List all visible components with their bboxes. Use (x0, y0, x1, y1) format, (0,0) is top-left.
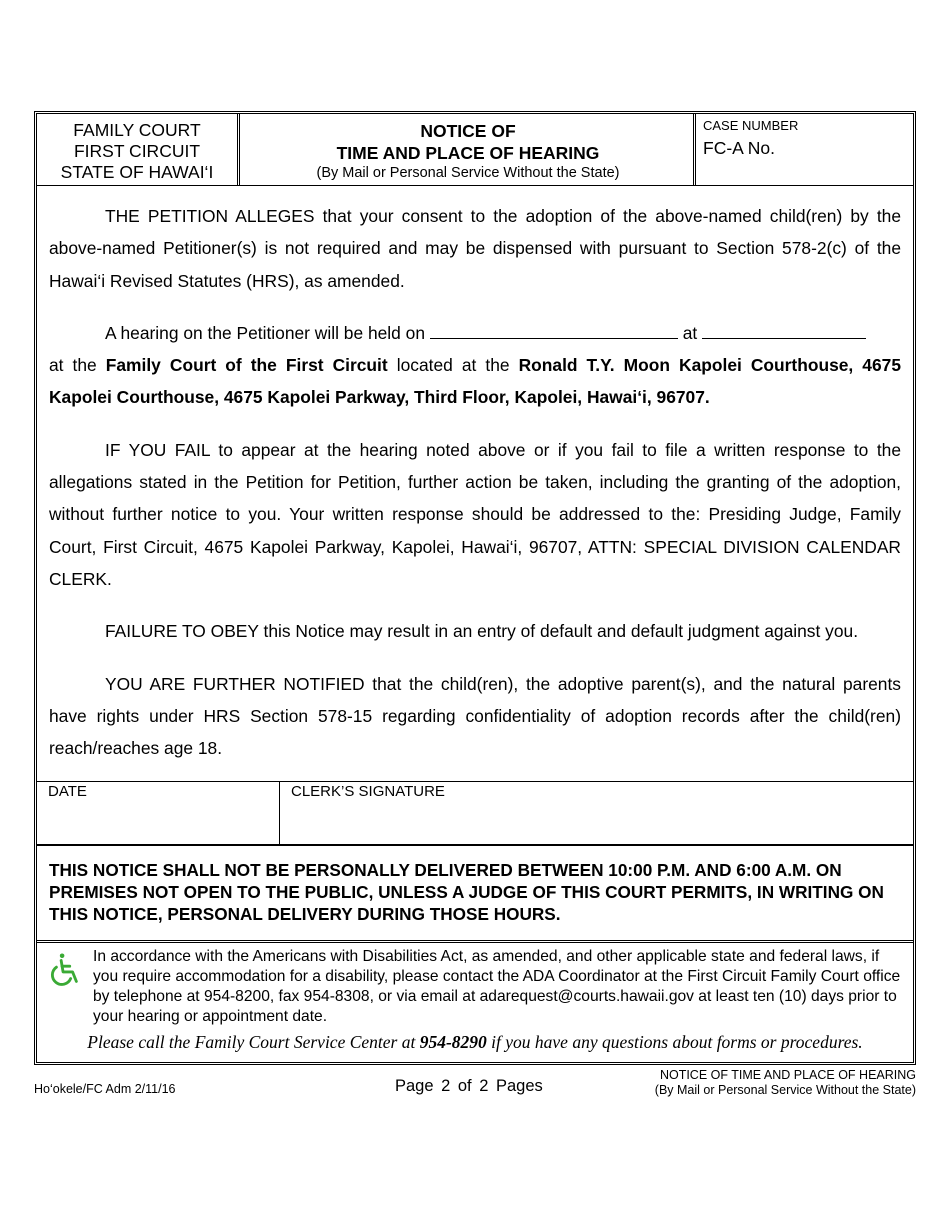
notice-body (49, 200, 901, 784)
hearing-date-blank[interactable] (430, 320, 678, 339)
form-header (37, 114, 913, 186)
form-id: Ho‘okele/FC Adm 2/11/16 (34, 1082, 176, 1096)
case-number-value: FC-A No. (703, 138, 775, 158)
court-line: STATE OF HAWAI‘I (60, 162, 214, 182)
located-at: located at the (396, 355, 510, 376)
case-number-field[interactable] (699, 114, 913, 185)
clerk-signature-label: CLERK’S SIGNATURE (291, 783, 445, 800)
failure-to-appear-paragraph: IF YOU FAIL to appear at the hearing noted above or if you fail to file a written response to the allegations stated in the Petition for Petition, further action be taken, including the granting of the adoption, without further notice to you. Your written response should be addressed to the: Presiding Judge, Family Court, First Circuit, 4675 Kapolei Parkway, Kapolei, Hawai‘i, 96707, ATTN: SPECIAL DIVISION CALENDAR CLERK. (49, 439, 901, 589)
court-name-block (37, 114, 240, 185)
wheelchair-icon (45, 951, 83, 989)
clerk-signature-field[interactable] (280, 782, 913, 844)
failure-to-obey-paragraph: FAILURE TO OBEY this Notice may result in an entry of default and default judgment against you. (105, 621, 859, 642)
court-name: Family Court of the First Circuit (105, 355, 388, 376)
hearing-prefix: A hearing on the Petitioner will be held on (105, 322, 426, 343)
service-center-prefix: Please call the Family Court Service Center at (87, 1032, 416, 1052)
hearing-paragraph (49, 317, 901, 349)
notice-form (34, 111, 916, 1065)
hearing-time-blank[interactable] (702, 320, 866, 339)
court-line: FAMILY COURT (73, 120, 201, 140)
footer-title-line2: (By Mail or Personal Service Without the State) (654, 1083, 916, 1097)
footer-title-line1: NOTICE OF TIME AND PLACE OF HEARING (659, 1068, 916, 1082)
service-center-suffix: if you have any questions about forms or procedures. (491, 1032, 863, 1052)
court-line: FIRST CIRCUIT (73, 141, 201, 161)
ada-notice (37, 940, 913, 1065)
form-title-line2: TIME AND PLACE OF HEARING (336, 143, 600, 163)
date-field[interactable] (37, 782, 280, 844)
footer-title (655, 1068, 916, 1098)
courthouse-address: Ronald T.Y. Moon Kapolei Courthouse, 4675 Kapolei Courthouse, 4675 Kapolei Parkway, Third Floor, Kapolei, Hawai‘i, 96707. (49, 355, 901, 408)
hearing-at: at (682, 322, 698, 343)
location-paragraph (49, 349, 901, 414)
confidentiality-paragraph: YOU ARE FURTHER NOTIFIED that the child(ren), the adoptive parent(s), and the natural parents have rights under HRS Section 578-15 regarding confidentiality of adoption records after the child(ren) reach/reaches age 18. (49, 673, 901, 759)
form-title-block (243, 114, 696, 185)
ada-text: In accordance with the Americans with Disabilities Act, as amended, and other applicable state and federal laws, if you require accommodation for a disability, please contact the ADA Coordinator at the First Circuit Family Court office by telephone at 954-8200, fax 954-8308, or via email at adarequest@courts.hawaii.gov at least ten (10) days prior to your hearing or appointment date. (93, 948, 901, 1025)
date-label: DATE (48, 783, 87, 800)
form-title-subtitle: (By Mail or Personal Service Without the State) (316, 165, 620, 181)
service-center-line (37, 1032, 913, 1053)
delivery-warning: THIS NOTICE SHALL NOT BE PERSONALLY DELIVERED BETWEEN 10:00 P.M. AND 6:00 A.M. ON PREMISES NOT OPEN TO THE PUBLIC, UNLESS A JUDGE OF THIS COURT PERMITS, IN WRITING ON THIS NOTICE, PERSONAL DELIVERY DURING THOSE HOURS. (49, 860, 884, 924)
location-at: at the (49, 355, 97, 376)
case-number-label: CASE NUMBER (703, 118, 799, 133)
service-center-number: 954-8290 (419, 1032, 487, 1052)
signature-row (37, 781, 913, 846)
petition-paragraph: THE PETITION ALLEGES that your consent to the adoption of the above-named child(ren) by the above-named Petitioner(s) is not required and may be dispensed with pursuant to Section 578-2(c) of the Hawai‘i Revised Statutes (HRS), as amended. (49, 206, 901, 291)
page-number: Page 2 of 2 Pages (395, 1077, 543, 1095)
form-title-line1: NOTICE OF (420, 121, 516, 141)
